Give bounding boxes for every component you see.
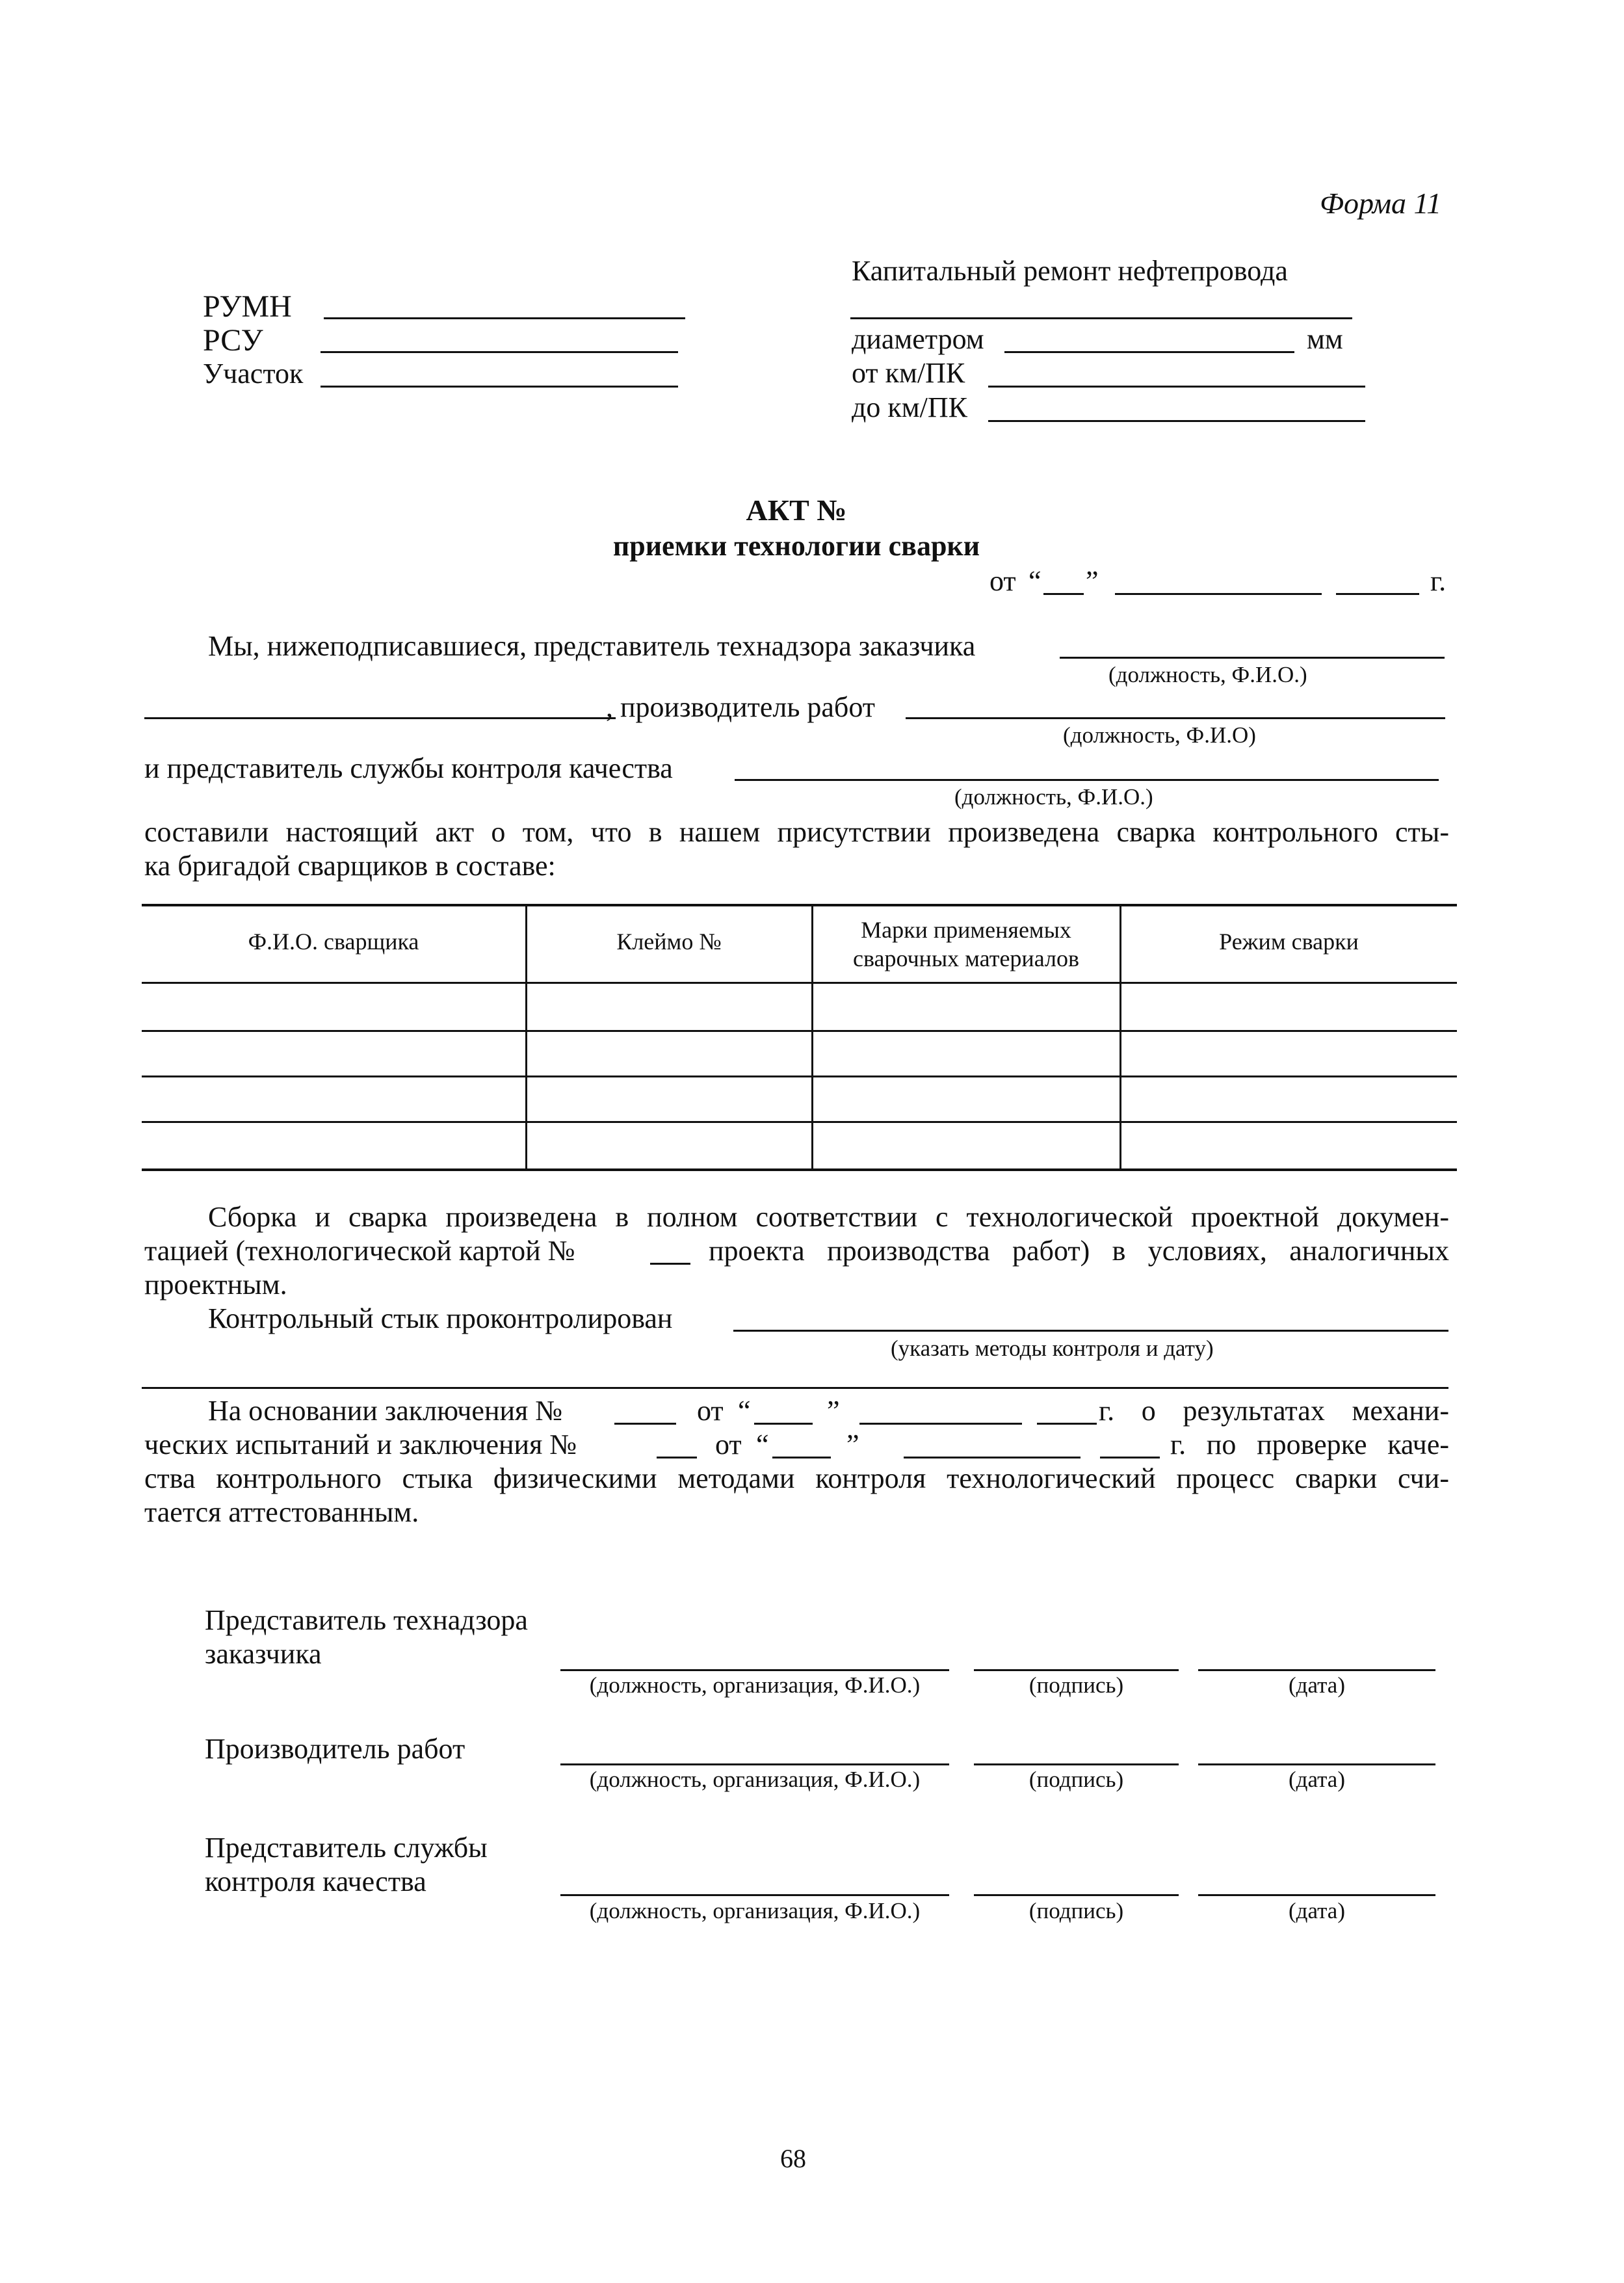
repair-title: Капитальный ремонт нефтепровода — [852, 255, 1288, 287]
rsu-field[interactable] — [321, 351, 678, 353]
sig2-position-field[interactable] — [560, 1763, 949, 1765]
p2-line2a: тацией (технологической картой № — [144, 1235, 575, 1267]
form-number: Форма 11 — [1320, 187, 1442, 220]
phys-open-quote: “ — [756, 1429, 769, 1460]
uchastok-label: Участок — [203, 358, 304, 389]
th-welder-name: Ф.И.О. сварщика — [248, 929, 419, 955]
sig3-role-line2: контроля качества — [205, 1866, 426, 1897]
rumn-field[interactable] — [324, 317, 685, 319]
sig3-position-field[interactable] — [560, 1894, 949, 1896]
rsu-label: РСУ — [203, 323, 263, 358]
control-methods-field[interactable] — [733, 1330, 1448, 1332]
sig1-role-line2: заказчика — [205, 1638, 322, 1670]
repair-title-line[interactable] — [850, 317, 1352, 319]
to-km-label: до км/ПК — [852, 391, 967, 423]
phys-conclusion-number-field[interactable] — [657, 1457, 697, 1458]
tech-card-number-field[interactable] — [650, 1263, 690, 1265]
uchastok-field[interactable] — [321, 386, 678, 388]
diameter-field[interactable] — [1004, 351, 1294, 353]
p1-line2-suffix: , производитель работ — [606, 691, 875, 723]
mech-open-quote: “ — [738, 1395, 751, 1427]
phys-month-field[interactable] — [904, 1457, 1080, 1458]
customer-rep-field-2[interactable] — [144, 717, 616, 719]
th-stamp-number: Клеймо № — [616, 929, 722, 955]
sig2-caption-position: (должность, организация, Ф.И.О.) — [589, 1767, 921, 1792]
hint-control-methods: (указать методы контроля и дату) — [891, 1336, 1214, 1361]
th-materials-line2: сварочных материалов — [853, 945, 1079, 971]
p1-line1: Мы, нижеподписавшиеся, представитель технадзора заказчика — [208, 630, 976, 662]
th-welding-mode: Режим сварки — [1219, 929, 1359, 955]
rumn-label: РУМН — [203, 289, 292, 324]
sig1-date-field[interactable] — [1198, 1669, 1435, 1671]
p3-line2a: ческих испытаний и заключения № — [144, 1429, 577, 1460]
sig3-caption-signature: (подпись) — [1028, 1898, 1124, 1923]
quality-control-field[interactable] — [735, 779, 1439, 781]
page-number: 68 — [780, 2144, 806, 2173]
p1-line5: ка бригадой сварщиков в составе: — [144, 850, 556, 882]
phys-year-field[interactable] — [1100, 1457, 1160, 1458]
sig3-caption-position: (должность, организация, Ф.И.О.) — [589, 1898, 921, 1923]
to-km-field[interactable] — [988, 420, 1365, 422]
from-km-label: от км/ПК — [852, 357, 965, 389]
table-row[interactable] — [142, 1031, 1457, 1076]
mm-unit: мм — [1307, 323, 1343, 355]
sig2-date-field[interactable] — [1198, 1763, 1435, 1765]
p3-line2b: от — [715, 1429, 742, 1460]
mech-conclusion-number-field[interactable] — [614, 1423, 676, 1425]
phys-day-field[interactable] — [772, 1457, 831, 1458]
sig1-caption-position: (должность, организация, Ф.И.О.) — [589, 1672, 921, 1698]
table-top-border — [142, 904, 1457, 906]
act-date-from: от — [989, 565, 1016, 597]
p3-line3: ства контрольного стыка физическими методами контроля технологический процесс сварки счи- — [144, 1462, 1449, 1494]
p2-line4: Контрольный стык проконтролирован — [208, 1302, 673, 1334]
th-materials-line1: Марки применяемых — [861, 917, 1071, 943]
mech-close-quote: ” — [827, 1395, 840, 1427]
sig3-signature-field[interactable] — [974, 1894, 1179, 1896]
sig1-caption-signature: (подпись) — [1028, 1672, 1124, 1698]
p3-line1a: На основании заключения № — [208, 1395, 563, 1427]
hint-customer-rep: (должность, Ф.И.О.) — [1108, 662, 1307, 687]
p1-line4: составили настоящий акт о том, что в нашем присутствии произведена сварка контрольного сты- — [144, 816, 1449, 848]
sig2-role-line1: Производитель работ — [205, 1733, 465, 1765]
mech-month-field[interactable] — [859, 1423, 1022, 1425]
hint-quality-control: (должность, Ф.И.О.) — [954, 784, 1153, 810]
act-year-suffix: г. — [1430, 565, 1447, 597]
sig1-position-field[interactable] — [560, 1669, 949, 1671]
sig3-date-field[interactable] — [1198, 1894, 1435, 1896]
mech-day-field[interactable] — [754, 1423, 813, 1425]
p3-line4: тается аттестованным. — [144, 1496, 419, 1528]
table-bottom-border — [142, 1168, 1457, 1171]
sig1-caption-date: (дата) — [1288, 1672, 1345, 1698]
hint-works-manager: (должность, Ф.И.О) — [1063, 722, 1256, 748]
table-row[interactable] — [142, 1077, 1457, 1121]
act-year-field[interactable] — [1336, 593, 1419, 595]
act-title: АКТ № — [746, 494, 847, 527]
p3-line2c: г. по проверке каче- — [1170, 1429, 1449, 1460]
act-date-close-quote: ” — [1086, 565, 1099, 597]
act-subtitle: приемки технологии сварки — [612, 530, 980, 562]
diameter-label: диаметром — [852, 323, 984, 355]
table-row[interactable] — [142, 1122, 1457, 1168]
p1-line3: и представитель службы контроля качества — [144, 752, 673, 784]
sig2-signature-field[interactable] — [974, 1763, 1179, 1765]
sig3-caption-date: (дата) — [1288, 1898, 1345, 1923]
act-date-open-quote: “ — [1028, 565, 1041, 597]
from-km-field[interactable] — [988, 386, 1365, 388]
mech-year-field[interactable] — [1037, 1423, 1097, 1425]
sig3-role-line1: Представитель службы — [205, 1832, 488, 1864]
customer-rep-field[interactable] — [1060, 657, 1445, 659]
p3-line1c: г. о результатах механи- — [1099, 1395, 1449, 1427]
p2-line2b: проекта производства работ) в условиях, аналогичных — [709, 1235, 1449, 1267]
sig1-signature-field[interactable] — [974, 1669, 1179, 1671]
table-row[interactable] — [142, 983, 1457, 1030]
control-methods-field-2[interactable] — [142, 1387, 1448, 1389]
sig2-caption-date: (дата) — [1288, 1767, 1345, 1792]
p3-line1b: от — [697, 1395, 724, 1427]
sig2-caption-signature: (подпись) — [1028, 1767, 1124, 1792]
p2-line3: проектным. — [144, 1269, 287, 1300]
works-manager-field[interactable] — [906, 717, 1445, 719]
act-day-field[interactable] — [1043, 593, 1084, 595]
phys-close-quote: ” — [846, 1429, 859, 1460]
act-month-field[interactable] — [1115, 593, 1322, 595]
p2-line1: Сборка и сварка произведена в полном соответствии с технологической проектной докумен- — [208, 1201, 1449, 1233]
sig1-role-line1: Представитель технадзора — [205, 1604, 528, 1636]
